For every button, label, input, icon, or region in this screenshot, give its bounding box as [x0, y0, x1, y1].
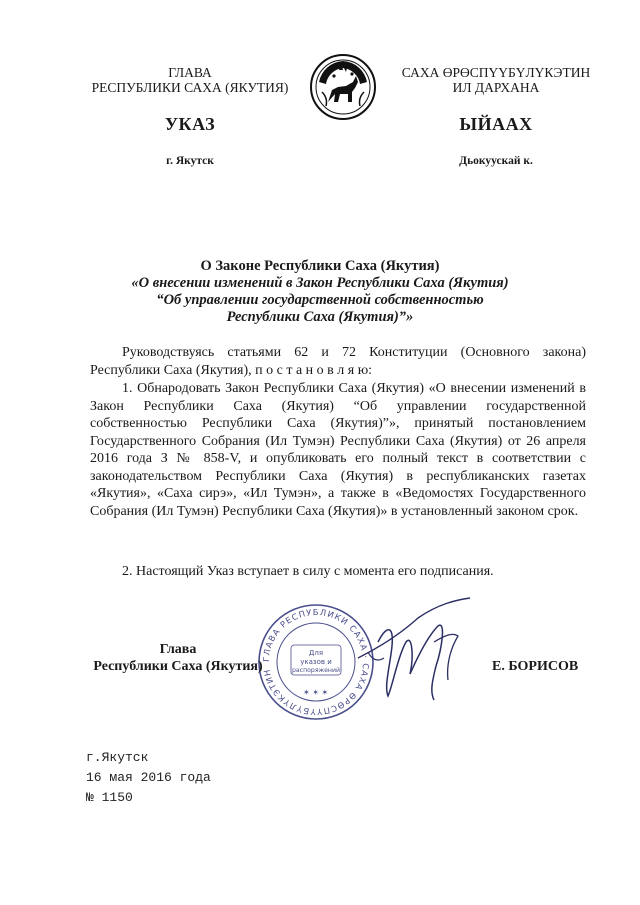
header-left-line1: ГЛАВА — [168, 65, 212, 80]
footer-number: № 1150 — [86, 790, 133, 805]
seal-center-line1: Для — [308, 649, 324, 657]
footer-date: 16 мая 2016 года — [86, 770, 211, 785]
decree-item-2: 2. Настоящий Указ вступает в силу с момента его подписания. — [122, 564, 494, 579]
coat-of-arms-emblem — [308, 52, 378, 122]
subject-line2: «О внесении изменений в Закон Республики Саха (Якутия) — [131, 275, 509, 291]
seal-center-line3: распоряжений — [291, 667, 341, 674]
signatory-name: Е. БОРИСОВ — [492, 659, 579, 674]
header-right — [386, 65, 606, 95]
header-left-line2: РЕСПУБЛИКИ САХА (ЯКУТИЯ) — [91, 80, 289, 95]
handwritten-signature — [348, 596, 478, 706]
signatory-title-line1: Глава — [159, 642, 197, 657]
emblem-icon — [308, 52, 378, 122]
subject-line3: “Об управлении государственной собственностью — [156, 292, 484, 308]
preamble-paragraph: Руководствуясь статьями 62 и 72 Конституции (Основного закона) Республики Саха (Якутия), п о с т а н о в л я ю: — [90, 345, 586, 378]
decree-item-1: 1. Обнародовать Закон Республики Саха (Якутия) «О внесении изменений в Закон Республики Саха (Якутия) “Об управлении государственной собственностью Республики Саха (Якутия)”», принятый постановлением Государственного Собрания (Ил Тумэн) Республики Саха (Якутия) от 26 апреля 2016 года З № 858-V, и опубликовать его полный текст в соответствии с законодательством Республики Саха (Якутия) в республиканских газетах «Якутия», «Саха сирэ», «Ил Тумэн», а также в «Ведомостях Государственного Собрания (Ил Тумэн) Республики Саха (Якутия)» в установленный законом срок. — [90, 381, 586, 519]
header-right-line1: САХА ӨРӨСПҮҮБҮЛҮКЭТИН — [401, 65, 591, 80]
seal-ring-textpath: ГЛАВА РЕСПУБЛИКИ САХА · САХА ӨРӨСПҮҮБҮЛҮКЭТИН — [260, 606, 372, 718]
footer-city: г.Якутск — [86, 750, 149, 765]
seal-center-line2: указов и — [300, 658, 332, 666]
city-sakha: Дьокуускай к. — [459, 155, 533, 167]
signature-icon — [348, 596, 478, 706]
signatory-title — [86, 641, 270, 675]
city-ru: г. Якутск — [166, 155, 214, 167]
decree-subject — [100, 258, 540, 326]
seal-star-icon: ✶ ✶ ✶ — [303, 688, 329, 697]
subject-line1: О Законе Республики Саха (Якутия) — [200, 258, 440, 274]
signatory-title-line2: Республики Саха (Якутия) — [93, 659, 263, 674]
header-right-line2: ИЛ ДАРХАНА — [452, 80, 540, 95]
subject-line4: Республики Саха (Якутия)”» — [226, 309, 414, 325]
decree-title-sakha: ЫЙААХ — [459, 114, 533, 134]
decree-title-ru: УКАЗ — [164, 114, 216, 134]
header-left — [60, 65, 320, 95]
footer-block — [86, 748, 211, 808]
